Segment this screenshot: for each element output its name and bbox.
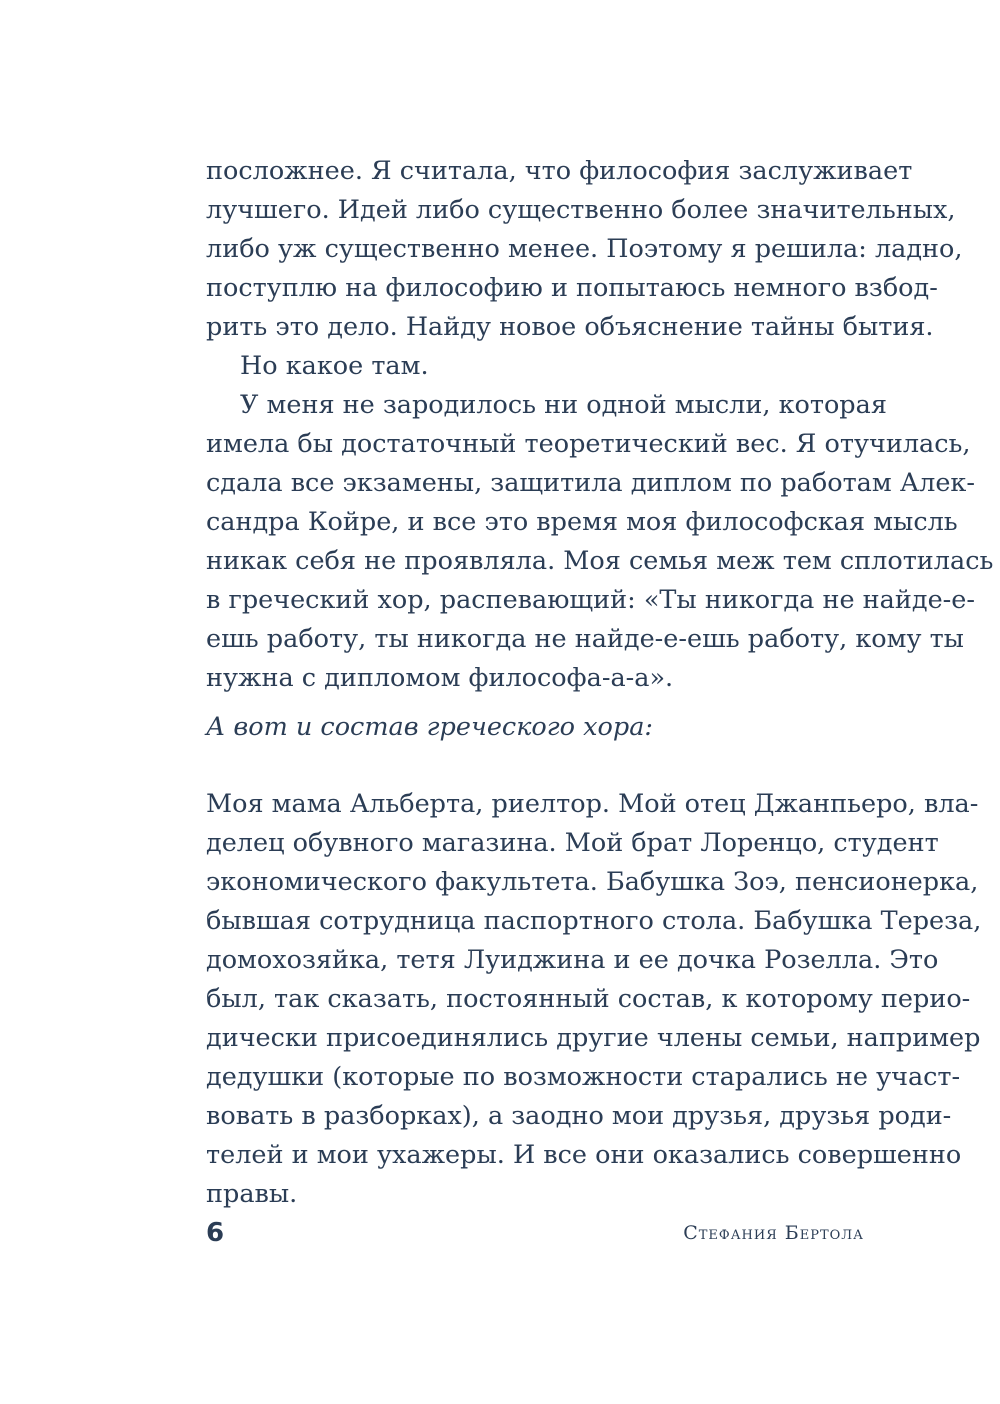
paragraph-3 bbox=[206, 386, 994, 698]
text-line: домохозяйка, тетя Луиджина и ее дочка Розелла. Это bbox=[206, 945, 939, 975]
running-footer-author: Стефания Бертола bbox=[683, 1222, 864, 1244]
text-line: дедушки (которые по возможности старались не участ- bbox=[206, 1062, 961, 1092]
text-line: лучшего. Идей либо существенно более значительных, bbox=[206, 195, 956, 225]
text-line: У меня не зародилось ни одной мысли, которая bbox=[240, 390, 887, 420]
paragraph-2 bbox=[206, 347, 866, 386]
text-line: сандра Койре, и все это время моя философская мысль bbox=[206, 507, 958, 537]
text-line: никак себя не проявляла. Моя семья меж тем сплотилась bbox=[206, 546, 994, 576]
text-line: поступлю на философию и попытаюсь немного взбод- bbox=[206, 273, 938, 303]
paragraph-1 bbox=[206, 152, 963, 347]
text-line: Но какое там. bbox=[240, 351, 429, 381]
text-line: телей и мои ухажеры. И все они оказались совершенно bbox=[206, 1140, 962, 1170]
text-line: делец обувного магазина. Мой брат Лоренцо, студент bbox=[206, 828, 939, 858]
text-line: нужна с дипломом философа-а-а». bbox=[206, 663, 674, 693]
text-line: сдала все экзамены, защитила диплом по работам Алек- bbox=[206, 468, 975, 498]
text-line: либо уж существенно менее. Поэтому я решила: ладно, bbox=[206, 234, 963, 264]
text-line: ешь работу, ты никогда не найде-е-ешь работу, кому ты bbox=[206, 624, 964, 654]
section-heading bbox=[206, 708, 866, 747]
text-line: в греческий хор, распевающий: «Ты никогда не найде-е- bbox=[206, 585, 975, 615]
text-line: дически присоединялись другие члены семьи, например bbox=[206, 1023, 981, 1053]
text-line: рить это дело. Найду новое объяснение тайны бытия. bbox=[206, 312, 934, 342]
text-line: вовать в разборках), а заодно мои друзья, друзья роди- bbox=[206, 1101, 952, 1131]
text-line: Моя мама Альберта, риелтор. Мой отец Джанпьеро, вла- bbox=[206, 789, 979, 819]
page-number: 6 bbox=[206, 1218, 225, 1248]
text-line: экономического факультета. Бабушка Зоэ, пенсионерка, bbox=[206, 867, 979, 897]
text-line: посложнее. Я считала, что философия заслуживает bbox=[206, 156, 913, 186]
italic-heading: А вот и состав греческого хора: bbox=[206, 712, 653, 742]
paragraph-4 bbox=[206, 785, 982, 1214]
text-line: имела бы достаточный теоретический вес. Я отучилась, bbox=[206, 429, 971, 459]
text-line: был, так сказать, постоянный состав, к которому перио- bbox=[206, 984, 971, 1014]
text-line: правы. bbox=[206, 1179, 298, 1209]
text-line: бывшая сотрудница паспортного стола. Бабушка Тереза, bbox=[206, 906, 982, 936]
